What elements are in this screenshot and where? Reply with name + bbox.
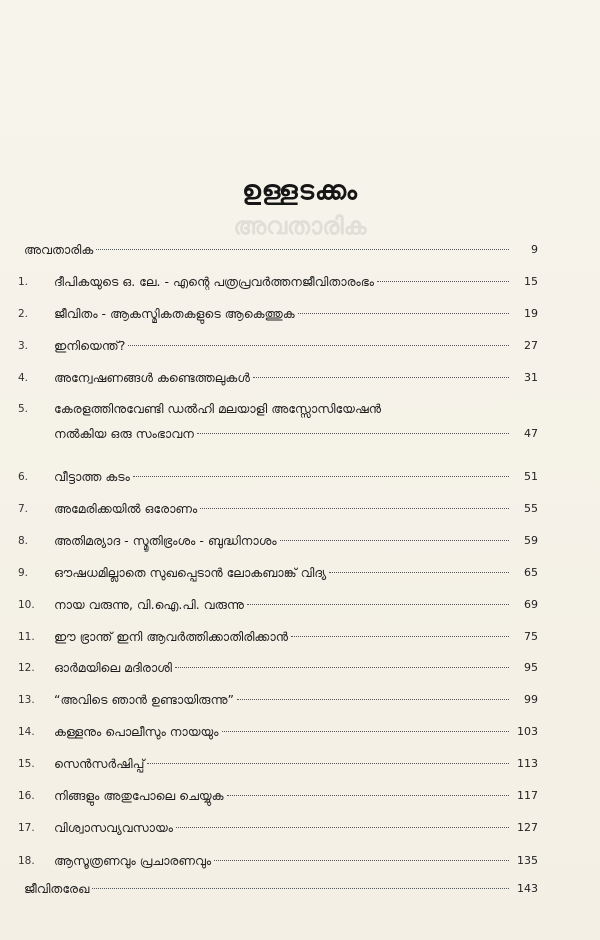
entry-page: 69 [524, 598, 538, 611]
toc-entry[interactable] [18, 562, 538, 584]
toc-entry[interactable] [18, 657, 538, 679]
entry-page: 27 [524, 339, 538, 352]
entry-number: 2. [18, 308, 29, 320]
entry-title: വീട്ടാത്ത കടം [54, 469, 130, 484]
leader-dots [133, 476, 509, 477]
entry-title: നിങ്ങളും അതുപോലെ ചെയ്യുക [54, 788, 224, 803]
leader-dots [214, 860, 509, 861]
toc-entry[interactable] [18, 753, 538, 775]
toc-entry[interactable] [18, 626, 538, 648]
bleed-through-heading: അവതാരിക [233, 212, 367, 240]
toc-entry[interactable] [18, 721, 538, 743]
entry-title: സെൻസർഷിപ്പ് [54, 756, 145, 771]
entry-page: 19 [524, 307, 538, 320]
entry-number: 4. [18, 372, 29, 384]
entry-title: ആസൂത്രണവും പ്രചാരണവും [54, 853, 212, 868]
entry-page: 143 [517, 882, 538, 895]
entry-title: കള്ളനും പൊലീസും നായയും [54, 724, 219, 739]
entry-number: 9. [18, 567, 29, 579]
entry-number: 15. [18, 758, 35, 770]
leader-dots [291, 636, 509, 637]
leader-dots [253, 377, 509, 378]
entry-title: ഔഷധമില്ലാതെ സുഖപ്പെടാൻ ലോകബാങ്ക് വിദ്യ [54, 565, 327, 580]
entry-page: 113 [517, 757, 538, 770]
entry-number: 5. [18, 403, 29, 415]
entry-page: 103 [517, 725, 538, 738]
entry-page: 65 [524, 566, 538, 579]
toc-entry[interactable] [18, 335, 538, 357]
entry-title: ഇനിയെന്ത്? [54, 338, 126, 353]
entry-number: 10. [18, 599, 35, 611]
toc-entry[interactable] [18, 850, 538, 872]
entry-title: നായ വരുന്നു, വി.ഐ.പി. വരുന്നു [54, 597, 244, 612]
leader-dots [280, 540, 509, 541]
toc-entry[interactable] [18, 689, 538, 711]
entry-page: 9 [531, 243, 538, 256]
entry-number: 12. [18, 662, 35, 674]
leader-dots [247, 604, 509, 605]
entry-number: 16. [18, 790, 35, 802]
leader-dots [298, 313, 509, 314]
entry-page: 51 [524, 470, 538, 483]
entry-title: ദീപികയുടെ ഒ. ലേ. - എന്റെ പത്രപ്രവർത്തനജീവിതാരംഭം [54, 274, 375, 289]
leader-dots [197, 433, 509, 434]
entry-page: 117 [517, 789, 538, 802]
entry-number: 3. [18, 340, 29, 352]
toc-entry[interactable] [18, 466, 538, 488]
entry-title: നൽകിയ ഒരു സംഭാവന [54, 426, 194, 441]
leader-dots [329, 572, 509, 573]
entry-page: 47 [524, 427, 538, 440]
entry-page: 15 [524, 275, 538, 288]
page-title: ഉള്ളടക്കം [242, 176, 358, 206]
entry-title: അതിമര്യാദ - സ്മൃതിഭ്രംശം - ബുദ്ധിനാശം [54, 533, 277, 548]
entry-title: “അവിടെ ഞാൻ ഉണ്ടായിരുന്നു” [54, 692, 234, 707]
entry-title: ഓർമയിലെ മദിരാശി [54, 660, 172, 675]
leader-dots [176, 827, 509, 828]
toc-entry[interactable] [18, 594, 538, 616]
leader-dots [377, 281, 509, 282]
entry-title: അവതാരിക [24, 242, 94, 257]
entry-number: 14. [18, 726, 35, 738]
entry-number: 7. [18, 503, 29, 515]
entry-number: 11. [18, 631, 35, 643]
leader-dots [200, 508, 509, 509]
entry-number: 8. [18, 535, 29, 547]
leader-dots [175, 667, 509, 668]
entry-page: 31 [524, 371, 538, 384]
leader-dots [237, 699, 509, 700]
entry-page: 75 [524, 630, 538, 643]
entry-page: 127 [517, 821, 538, 834]
leader-dots [128, 345, 509, 346]
entry-page: 95 [524, 661, 538, 674]
leader-dots [147, 763, 509, 764]
entry-title-line1: കേരളത്തിനുവേണ്ടി ഡൽഹി മലയാളി അസ്സോസിയേഷൻ [54, 401, 382, 416]
entry-title: ഈ ഭ്രാന്ത് ഇനി ആവർത്തിക്കാതിരിക്കാൻ [54, 629, 289, 644]
toc-entry-preface[interactable] [18, 239, 538, 261]
entry-title: ജീവിതരേഖ [24, 881, 90, 896]
entry-number: 1. [18, 276, 29, 288]
leader-dots [96, 249, 509, 250]
toc-entry[interactable] [18, 530, 538, 552]
entry-title: ജീവിതം - ആകസ്മികതകളുടെ ആകെത്തുക [54, 306, 295, 321]
entry-page: 135 [517, 854, 538, 867]
entry-title: അമേരിക്കയിൽ ഒരോണം [54, 501, 198, 516]
entry-number: 17. [18, 822, 35, 834]
entry-page: 99 [524, 693, 538, 706]
toc-entry[interactable] [18, 498, 538, 520]
toc-entry[interactable] [18, 785, 538, 807]
toc-entry-biography[interactable] [18, 878, 538, 900]
leader-dots [227, 795, 509, 796]
toc-entry[interactable] [18, 367, 538, 389]
toc-entry[interactable] [18, 817, 538, 839]
toc-entry[interactable] [18, 398, 538, 446]
entry-number: 18. [18, 855, 35, 867]
leader-dots [92, 888, 509, 889]
toc-entry[interactable] [18, 271, 538, 293]
leader-dots [222, 731, 510, 732]
entry-title: അന്വേഷണങ്ങൾ കണ്ടെത്തലുകൾ [54, 370, 250, 385]
entry-number: 6. [18, 471, 29, 483]
entry-page: 59 [524, 534, 538, 547]
toc-entry[interactable] [18, 303, 538, 325]
entry-page: 55 [524, 502, 538, 515]
entry-title: വിശ്വാസവ്യവസായം [54, 820, 174, 835]
entry-number: 13. [18, 694, 35, 706]
